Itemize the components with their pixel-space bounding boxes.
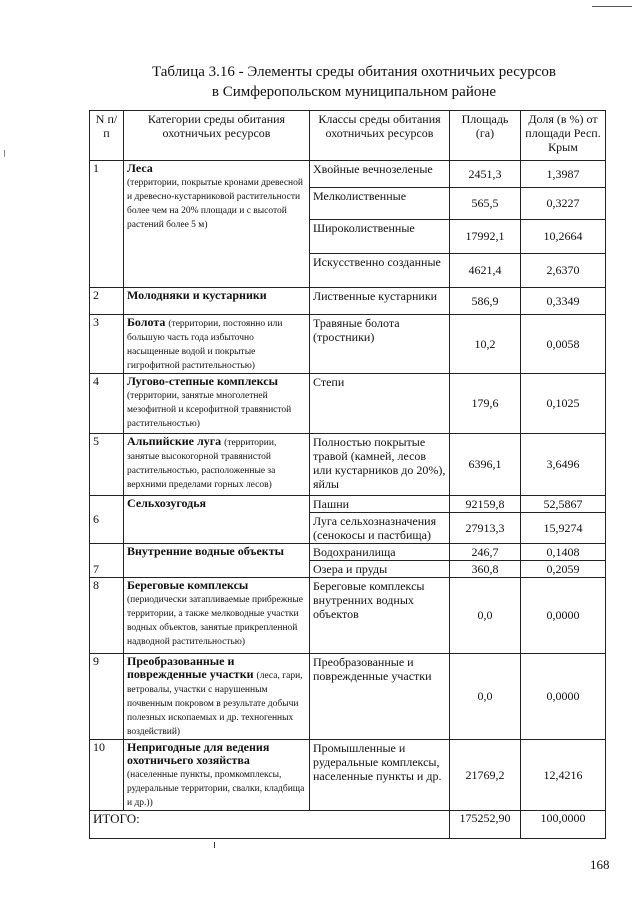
class-cell: Широколиственные (310, 220, 450, 254)
row-num: 2 (90, 288, 124, 315)
area-cell: 0,0 (450, 654, 521, 740)
page-number: 168 (590, 857, 610, 872)
table-caption (0, 62, 640, 102)
category-description: (населенные пункты, промкомплексы, рудеральные территории, свалки, кладбища и др.)) (127, 770, 305, 808)
class-cell: Луга сельхозназначения (сенокосы и пастбища) (310, 513, 450, 544)
share-cell: 0,0000 (521, 578, 606, 654)
area-cell: 179,6 (450, 374, 521, 434)
category-description: (территории, покрытые кронами древесной и древесно-кустарниковой растительности более чем на 20% площади и с высотой растений более 5 м) (127, 178, 303, 230)
category-name: Непригодные для ведения охотничьего хозяйства (127, 740, 270, 767)
header-class: Классы среды обитания охотничьих ресурсов (310, 111, 450, 161)
top-rule (592, 6, 632, 7)
category-cell (124, 374, 310, 434)
class-cell: Пашни (310, 496, 450, 513)
share-cell: 15,9274 (521, 513, 606, 544)
table-row (90, 288, 606, 315)
area-cell: 360,8 (450, 561, 521, 578)
category-cell (124, 544, 310, 578)
row-num: 3 (90, 315, 124, 374)
margin-mark (4, 150, 5, 157)
category-cell (124, 288, 310, 315)
category-cell (124, 740, 310, 811)
stray-mark (214, 842, 215, 848)
category-cell (124, 496, 310, 544)
category-description: (леса, гари, ветровалы, участки с нарушенным почвенным покровом в результате добычи полезных ископаемых и др. техногенных воздействий) (127, 671, 303, 737)
class-cell: Береговые комплексы внутренних водных объектов (310, 578, 450, 654)
share-cell: 12,4216 (521, 740, 606, 811)
header-area: Площадь (га) (450, 111, 521, 161)
class-cell: Лиственные кустарники (310, 288, 450, 315)
area-cell: 4621,4 (450, 254, 521, 288)
category-name: Молодняки и кустарники (127, 288, 267, 302)
class-cell: Озера и пруды (310, 561, 450, 578)
table-row (90, 654, 606, 740)
table-row (90, 740, 606, 811)
area-cell: 2451,3 (450, 161, 521, 188)
header-category: Категории среды обитания охотничьих ресурсов (124, 111, 310, 161)
row-num: 8 (90, 578, 124, 654)
table-row (90, 315, 606, 374)
share-cell: 10,2664 (521, 220, 606, 254)
category-name: Альпийские луга (127, 434, 222, 448)
class-cell: Промышленные и рудеральные комплексы, населенные пункты и др. (310, 740, 450, 811)
category-description: (территории, постоянно или большую часть года избыточно насыщенные водой и покрытые гигрофитной растительностью) (127, 319, 283, 371)
category-name: Лугово-степные комплексы (127, 374, 278, 388)
total-label: ИТОГО: (90, 811, 450, 839)
share-cell: 0,0058 (521, 315, 606, 374)
category-cell (124, 654, 310, 740)
category-name: Леса (127, 161, 153, 175)
share-cell: 52,5867 (521, 496, 606, 513)
class-cell: Полностью покрытые травой (камней, лесов или кустарников до 20%), яйлы (310, 434, 450, 496)
category-cell (124, 161, 310, 288)
share-cell: 0,3227 (521, 188, 606, 220)
category-name: Преобразованные и поврежденные участки (127, 654, 254, 681)
area-cell: 586,9 (450, 288, 521, 315)
area-cell: 17992,1 (450, 220, 521, 254)
area-cell: 92159,8 (450, 496, 521, 513)
category-name: Внутренние водные объекты (127, 544, 284, 558)
class-cell: Преобразованные и поврежденные участки (310, 654, 450, 740)
share-cell: 0,2059 (521, 561, 606, 578)
row-num: 6 (90, 496, 124, 544)
area-cell: 10,2 (450, 315, 521, 374)
share-cell: 1,3987 (521, 161, 606, 188)
category-name: Береговые комплексы (127, 578, 249, 592)
area-cell: 0,0 (450, 578, 521, 654)
category-cell (124, 434, 310, 496)
area-cell: 565,5 (450, 188, 521, 220)
category-name: Сельхозугодья (127, 496, 207, 510)
row-num: 9 (90, 654, 124, 740)
class-cell: Степи (310, 374, 450, 434)
table-row (90, 544, 606, 561)
category-description: (территории, занятые многолетней мезофитной и ксерофитной травянистой растительностью) (127, 391, 292, 429)
row-num: 10 (90, 740, 124, 811)
category-name: Болота (127, 315, 166, 329)
share-cell: 0,1025 (521, 374, 606, 434)
table-row (90, 161, 606, 188)
share-cell: 3,6496 (521, 434, 606, 496)
area-cell: 21769,2 (450, 740, 521, 811)
table-row (90, 374, 606, 434)
row-num: 5 (90, 434, 124, 496)
class-cell: Мелколиственные (310, 188, 450, 220)
total-share: 100,0000 (521, 811, 606, 839)
table-row (90, 434, 606, 496)
area-cell: 27913,3 (450, 513, 521, 544)
share-cell: 0,0000 (521, 654, 606, 740)
row-num: 1 (90, 161, 124, 288)
area-cell: 6396,1 (450, 434, 521, 496)
class-cell: Травяные болота (тростники) (310, 315, 450, 374)
total-row (90, 811, 606, 839)
area-cell: 246,7 (450, 544, 521, 561)
class-cell: Водохранилища (310, 544, 450, 561)
habitat-elements-table (89, 110, 606, 839)
table-row (90, 578, 606, 654)
caption-line-2: в Симферопольском муниципальном районе (211, 84, 497, 100)
category-cell (124, 578, 310, 654)
class-cell: Хвойные вечнозеленые (310, 161, 450, 188)
total-area: 175252,90 (450, 811, 521, 839)
category-description: (периодически затапливаемые прибрежные территории, а также мелководные участки водных объектов, занятые прикрепленной надводной растительностью) (127, 595, 303, 647)
share-cell: 0,1408 (521, 544, 606, 561)
table-row (90, 496, 606, 513)
header-share: Доля (в %) от площади Респ. Крым (521, 111, 606, 161)
table-header-row (90, 111, 606, 161)
category-description: (территории, занятые высокогорной травянистой растительностью, расположенные за верхними пределами горных лесов) (127, 438, 277, 490)
class-cell: Искусственно созданные (310, 254, 450, 288)
share-cell: 0,3349 (521, 288, 606, 315)
category-cell (124, 315, 310, 374)
row-num: 7 (90, 544, 124, 578)
caption-line-1: Таблица 3.16 - Элементы среды обитания охотничьих ресурсов (151, 64, 556, 80)
header-num: N п/п (90, 111, 124, 161)
share-cell: 2,6370 (521, 254, 606, 288)
row-num: 4 (90, 374, 124, 434)
